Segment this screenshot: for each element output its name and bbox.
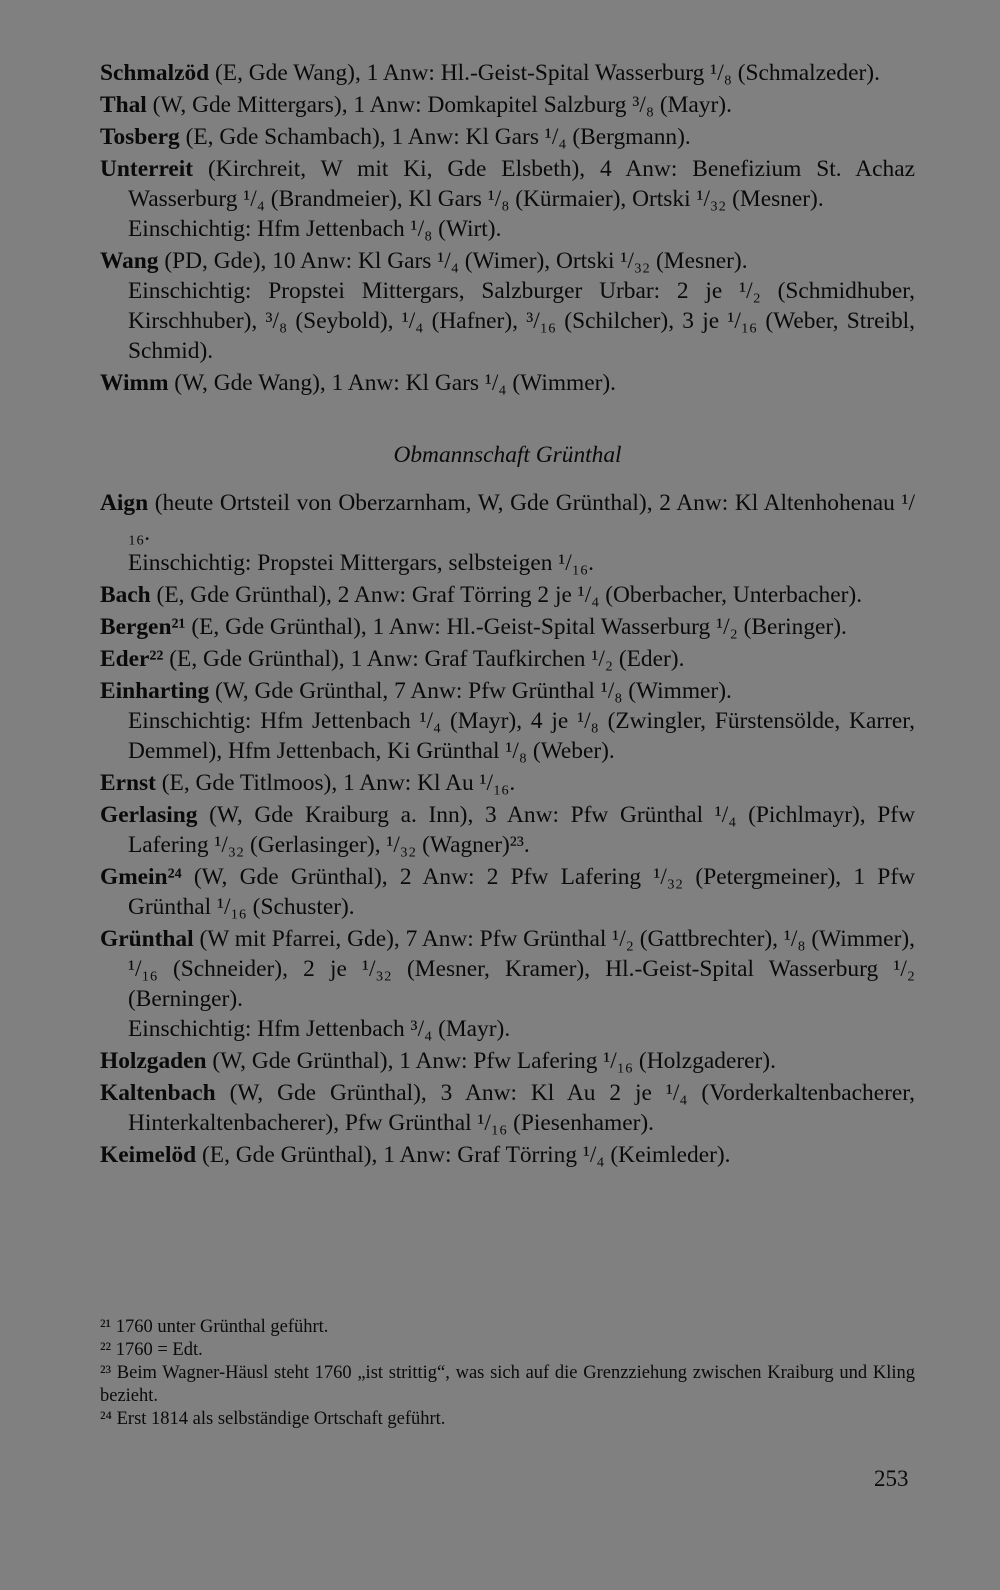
place-entry <box>100 612 915 642</box>
entry-text: (W, Gde Mittergars), 1 Anw: Domkapitel Salzburg ³/₈ (Mayr). <box>146 92 732 118</box>
entry-text: (W, Gde Grünthal), 3 Anw: Kl Au 2 je ¹/₄ (Vorderkaltenbacherer, Hinterkaltenbacherer), Pfw Grünthal ¹/₁₆ (Piesenhamer). <box>128 1080 915 1136</box>
place-entry <box>100 768 915 798</box>
place-entry <box>100 58 915 88</box>
place-name: Eder²² <box>100 646 164 672</box>
entry-text: (E, Gde Grünthal), 1 Anw: Hl.-Geist-Spital Wasserburg ¹/₂ (Beringer). <box>185 614 847 640</box>
place-entry <box>100 862 915 922</box>
entry-text: (W, Gde Grünthal, 7 Anw: Pfw Grünthal ¹/₈ (Wimmer). <box>209 678 732 704</box>
entry-text: (E, Gde Grünthal), 1 Anw: Graf Taufkirchen ¹/₂ (Eder). <box>163 646 685 672</box>
place-name: Keimelöd <box>100 1142 197 1168</box>
place-entry <box>100 644 915 674</box>
entry-text: (E, Gde Grünthal), 1 Anw: Graf Törring ¹/₄ (Keimleder). <box>196 1142 731 1168</box>
place-name: Gerlasing <box>100 802 198 828</box>
page-number: 253 <box>874 1466 909 1491</box>
entry-text: (Kirchreit, W mit Ki, Gde Elsbeth), 4 Anw: Benefizium St. Achaz Wasserburg ¹/₄ (Brandmeier), Kl Gars ¹/₈ (Kürmaier), Ortski ¹/₃₂ (Mesner). <box>128 156 915 212</box>
place-entry <box>100 368 915 398</box>
entry-group-gruenthal <box>100 488 915 1170</box>
entry-text: (E, Gde Titlmoos), 1 Anw: Kl Au ¹/₁₆. <box>155 770 516 796</box>
entry-text: (W, Gde Wang), 1 Anw: Kl Gars ¹/₄ (Wimmer). <box>168 370 617 396</box>
place-entry <box>100 90 915 120</box>
place-entry <box>100 1046 915 1076</box>
entry-group-wang <box>100 58 915 398</box>
entry-text: (W mit Pfarrei, Gde), 7 Anw: Pfw Grünthal ¹/₂ (Gattbrechter), ¹/₈ (Wimmer), ¹/₁₆ (Schneider), 2 je ¹/₃₂ (Mesner, Kramer), Hl.-Geist-Spital Wasserburg ¹/₂ (Berninger). <box>128 926 915 1012</box>
place-entry <box>100 1078 915 1138</box>
place-name: Wang <box>100 248 159 274</box>
entry-text: (W, Gde Grünthal), 1 Anw: Pfw Lafering ¹/₁₆ (Holzgaderer). <box>206 1048 776 1074</box>
place-entry <box>100 676 915 766</box>
footnote-21: ²¹ 1760 unter Grünthal geführt. <box>100 1317 329 1337</box>
entry-text: (W, Gde Kraiburg a. Inn), 3 Anw: Pfw Grünthal ¹/₄ (Pichlmayr), Pfw Lafering ¹/₃₂ (Gerlasinger), ¹/₃₂ (Wagner)²³. <box>128 802 915 858</box>
place-name: Thal <box>100 92 147 118</box>
footnote-22: ²² 1760 = Edt. <box>100 1340 203 1360</box>
place-name: Grünthal <box>100 926 194 952</box>
place-name: Tosberg <box>100 124 180 150</box>
place-entry <box>100 122 915 152</box>
place-entry <box>100 580 915 610</box>
place-name: Ernst <box>100 770 156 796</box>
entry-continuation: Einschichtig: Propstei Mittergars, Salzburger Urbar: 2 je ¹/₂ (Schmidhuber, Kirschhuber), ³/₈ (Seybold), ¹/₄ (Hafner), ³/₁₆ (Schilcher), 3 je ¹/₁₆ (Weber, Streibl, Schmid). <box>128 278 915 364</box>
place-entry <box>100 246 915 366</box>
place-entry <box>100 800 915 860</box>
place-entry <box>100 924 915 1044</box>
footnote-24: ²⁴ Erst 1814 als selbständige Ortschaft geführt. <box>100 1409 446 1429</box>
place-name: Aign <box>100 490 149 516</box>
place-name: Bergen²¹ <box>100 614 186 640</box>
place-name: Gmein²⁴ <box>100 864 182 890</box>
place-name: Wimm <box>100 370 169 396</box>
footnote-23: ²³ Beim Wagner-Häusl steht 1760 „ist strittig“, was sich auf die Grenzziehung zwischen Kraiburg und Kling bezieht. <box>100 1363 915 1406</box>
entry-text: (heute Ortsteil von Oberzarnham, W, Gde Grünthal), 2 Anw: Kl Altenhohenau ¹/₁₆. <box>128 490 915 546</box>
place-name: Unterreit <box>100 156 194 182</box>
place-entry <box>100 488 915 578</box>
place-name: Holzgaden <box>100 1048 207 1074</box>
entry-text: (E, Gde Wang), 1 Anw: Hl.-Geist-Spital Wasserburg ¹/₈ (Schmalzeder). <box>209 60 880 86</box>
place-entry <box>100 1140 915 1170</box>
section-title: Obmannschaft Grünthal <box>393 442 622 468</box>
place-name: Einharting <box>100 678 210 704</box>
footnotes <box>100 1316 915 1431</box>
entry-continuation: Einschichtig: Hfm Jettenbach ³/₄ (Mayr). <box>128 1016 511 1042</box>
entry-text: (E, Gde Schambach), 1 Anw: Kl Gars ¹/₄ (Bergmann). <box>179 124 691 150</box>
entry-list <box>100 58 915 1172</box>
entry-continuation: Einschichtig: Hfm Jettenbach ¹/₈ (Wirt). <box>128 216 502 242</box>
entry-text: (E, Gde Grünthal), 2 Anw: Graf Törring 2 je ¹/₄ (Oberbacher, Unterbacher). <box>150 582 863 608</box>
entry-text: (W, Gde Grünthal), 2 Anw: 2 Pfw Lafering ¹/₃₂ (Petergmeiner), 1 Pfw Grünthal ¹/₁₆ (Schuster). <box>128 864 915 920</box>
place-name: Bach <box>100 582 151 608</box>
entry-continuation: Einschichtig: Propstei Mittergars, selbsteigen ¹/₁₆. <box>128 550 594 576</box>
place-entry <box>100 154 915 244</box>
place-name: Schmalzöd <box>100 60 210 86</box>
place-name: Kaltenbach <box>100 1080 216 1106</box>
entry-continuation: Einschichtig: Hfm Jettenbach ¹/₄ (Mayr), 4 je ¹/₈ (Zwingler, Fürstensölde, Karrer, Demmel), Hfm Jettenbach, Ki Grünthal ¹/₈ (Weber). <box>128 708 915 764</box>
entry-text: (PD, Gde), 10 Anw: Kl Gars ¹/₄ (Wimer), Ortski ¹/₃₂ (Mesner). <box>158 248 748 274</box>
